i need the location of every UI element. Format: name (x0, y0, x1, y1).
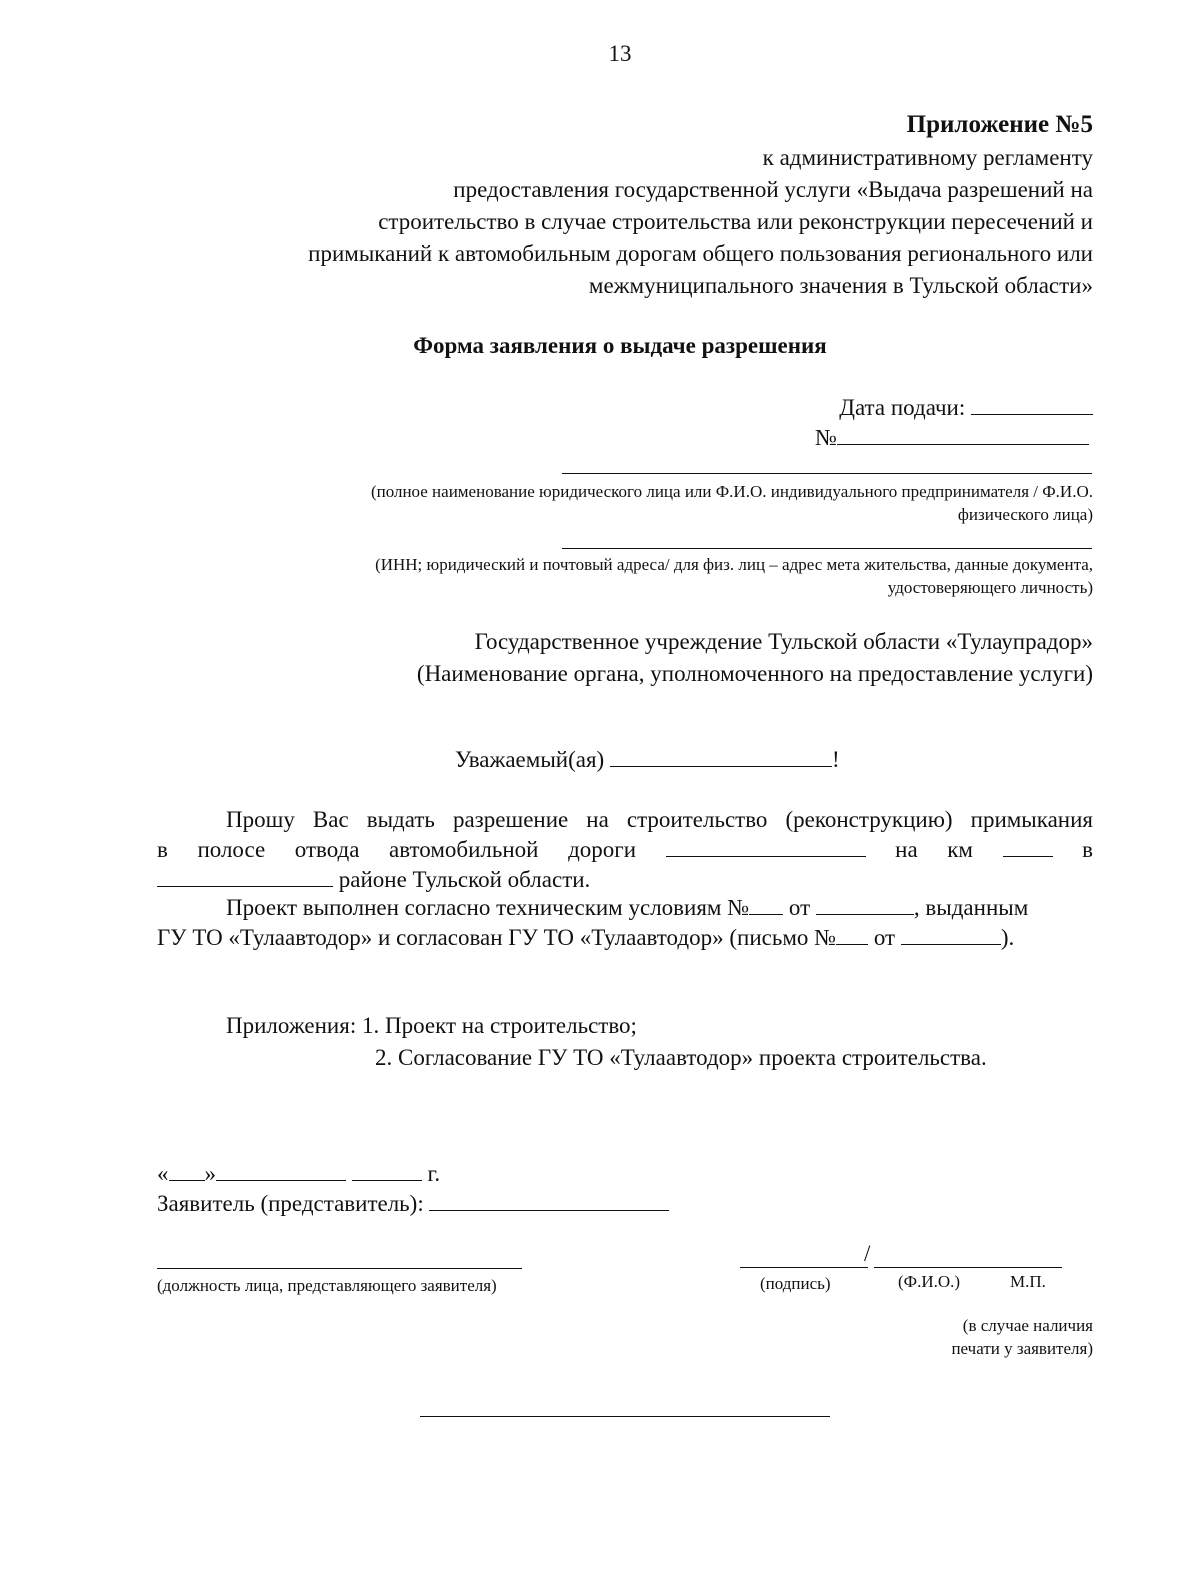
appendix-line: строительство в случае строительства или реконструкции пересечений и (378, 209, 1093, 234)
addressee-field[interactable] (610, 765, 832, 767)
request-line-1: Прошу Вас выдать разрешение на строительство (реконструкцию) примыкания (226, 807, 1093, 832)
word: автомобильной (389, 837, 539, 862)
seal-note-line: (в случае наличия (962, 1316, 1093, 1335)
number-field[interactable] (837, 443, 1089, 445)
appendix-line: межмуниципального значения в Тульской области» (588, 273, 1093, 298)
caption-line: (ИНН; юридический и почтовый адреса/ для физ. лиц – адрес мета жительства, данные документа, (375, 555, 1093, 574)
recipient-name: Государственное учреждение Тульской области «Тулаупрадор» (474, 629, 1093, 654)
position-field[interactable] (157, 1268, 522, 1269)
position-caption: (должность лица, представляющего заявителя) (157, 1276, 497, 1295)
project-text: , выданным (913, 895, 1029, 920)
tech-conditions-date-field[interactable] (816, 913, 914, 915)
page-number: 13 (608, 41, 632, 66)
submission-date (600, 392, 1093, 424)
fio-field[interactable] (874, 1267, 1062, 1268)
signature-field[interactable] (740, 1267, 868, 1268)
attachment-item: 2. Согласование ГУ ТО «Тулаавтодор» проекта строительства. (375, 1045, 987, 1070)
word: в (1082, 837, 1093, 862)
greeting (455, 744, 955, 776)
letter-date-field[interactable] (901, 943, 1001, 945)
attachment-item: 1. Проект на строительство; (361, 1013, 637, 1038)
appendix-line: предоставления государственной услуги «Выдача разрешений на (453, 177, 1093, 202)
recipient-block (200, 626, 1093, 690)
project-text: от (873, 925, 896, 950)
applicant-label: Заявитель (представитель): (157, 1191, 424, 1216)
fio-caption: (Ф.И.О.) (898, 1272, 961, 1291)
appendix-line: к административному регламенту (762, 145, 1093, 170)
signature-slash: / (864, 1241, 871, 1266)
date-label: Дата подачи: (839, 395, 966, 420)
recipient-caption: (Наименование органа, уполномоченного на предоставление услуги) (416, 661, 1093, 686)
word: км (947, 837, 973, 862)
tech-conditions-number-field[interactable] (749, 913, 783, 915)
year-suffix: г. (427, 1161, 441, 1186)
seal-note (800, 1314, 1093, 1360)
km-field[interactable] (1003, 855, 1053, 857)
district-field[interactable] (157, 885, 333, 887)
project-text: Проект выполнен согласно техническим условиям № (226, 895, 750, 920)
form-title: Форма заявления о выдаче разрешения (413, 333, 827, 358)
caption-line: удостоверяющего личность) (887, 578, 1093, 597)
word: полосе (197, 837, 266, 862)
applicant-field[interactable] (429, 1209, 669, 1211)
project-text: ). (1000, 925, 1015, 950)
seal-note-line: печати у заявителя) (951, 1339, 1093, 1358)
quote-close: » (204, 1161, 216, 1186)
attachments (226, 1010, 1093, 1074)
greeting-prefix: Уважаемый(ая) (455, 747, 605, 772)
date-field[interactable] (971, 413, 1093, 415)
year-field[interactable] (352, 1179, 422, 1181)
road-field[interactable] (666, 855, 866, 857)
project-line-1 (226, 892, 1093, 924)
seal-caption: М.П. (1010, 1272, 1046, 1291)
closing-separator (420, 1416, 830, 1417)
month-field[interactable] (216, 1179, 346, 1181)
submission-number (815, 422, 1093, 454)
day-field[interactable] (169, 1179, 205, 1181)
quote-open: « (157, 1161, 169, 1186)
caption-line: физического лица) (957, 505, 1093, 524)
applicant-name-caption (200, 480, 1093, 526)
word: дороги (568, 837, 637, 862)
appendix-line: примыканий к автомобильным дорогам общего пользования регионального или (308, 241, 1093, 266)
appendix-header (100, 108, 1093, 302)
project-text: от (788, 895, 811, 920)
word: отвода (294, 837, 360, 862)
attachments-label: Приложения: (226, 1013, 357, 1038)
project-line-2 (157, 922, 1093, 954)
request-line-2 (157, 834, 1093, 866)
word: на (895, 837, 918, 862)
project-text: ГУ ТО «Тулаавтодор» и согласован ГУ ТО «Тулаавтодор» (письмо № (157, 925, 837, 950)
district-text: районе Тульской области. (338, 867, 591, 892)
greeting-suffix: ! (831, 747, 840, 772)
signing-date (157, 1158, 657, 1190)
letter-number-field[interactable] (836, 943, 868, 945)
applicant-name-field[interactable] (562, 473, 1092, 474)
number-label: № (815, 425, 837, 450)
caption-line: (полное наименование юридического лица или Ф.И.О. индивидуального предпринимателя / Ф.И.О. (370, 482, 1093, 501)
sign-caption: (подпись) (760, 1274, 831, 1293)
applicant-address-caption (200, 553, 1093, 599)
word: в (157, 837, 168, 862)
applicant-signature (157, 1188, 757, 1220)
applicant-address-field[interactable] (562, 548, 1092, 549)
appendix-title: Приложение №5 (906, 111, 1093, 138)
